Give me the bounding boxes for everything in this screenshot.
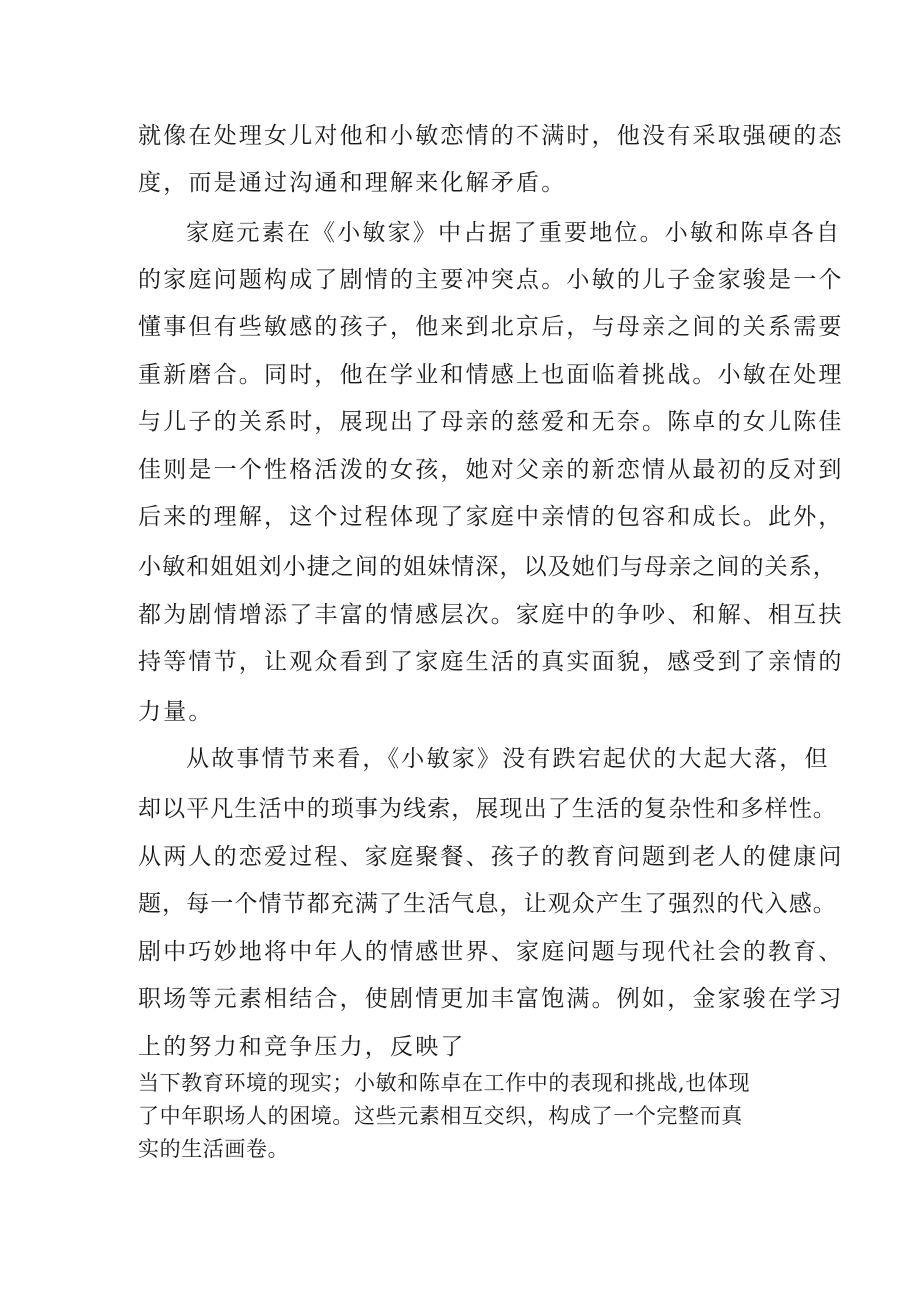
text-line-21: 当下教育环境的现实；小敏和陈卓在工作中的表现和挑战,也体现 [138, 1071, 751, 1095]
text-line-13: 力量。 [138, 699, 214, 725]
text-line-1: 就像在处理女儿对他和小敏恋情的不满时，他没有采取强硬的态 [138, 123, 844, 149]
text-line-8: 佳则是一个性格活泼的女孩，她对父亲的新恋情从最初的反对到 [138, 457, 844, 483]
text-line-7: 与儿子的关系时，展现出了母亲的慈爱和无奈。陈卓的女儿陈佳 [138, 409, 844, 435]
text-line-10: 小敏和姐姐刘小捷之间的姐妹情深，以及她们与母亲之间的关系， [138, 554, 837, 580]
text-line-2: 度，而是通过沟通和理解来化解矛盾。 [138, 170, 567, 196]
text-line-20: 上的努力和竞争压力，反映了 [138, 1034, 466, 1060]
text-line-6: 重新磨合。同时，他在学业和情感上也面临着挑战。小敏在处理 [138, 362, 844, 388]
text-line-4: 的家庭问题构成了剧情的主要冲突点。小敏的儿子金家骏是一个 [138, 267, 844, 293]
text-line-19: 职场等元素相结合，使剧情更加丰富饱满。例如，金家骏在学习 [138, 986, 844, 1012]
text-line-22: 了中年职场人的困境。这些元素相互交织，构成了一个完整而真 [138, 1104, 743, 1128]
text-line-12: 持等情节，让观众看到了家庭生活的真实面貌，感受到了亲情的 [138, 649, 844, 675]
text-line-15: 却以平凡生活中的琐事为线索，展现出了生活的复杂性和多样性。 [138, 796, 837, 822]
text-line-16: 从两人的恋爱过程、家庭聚餐、孩子的教育问题到老人的健康问 [138, 844, 844, 870]
text-line-18: 剧中巧妙地将中年人的情感世界、家庭问题与现代社会的教育、 [138, 939, 844, 965]
paragraph-3-first-line: 从故事情节来看，《小敏家》没有跌宕起伏的大起大落，但 [186, 746, 830, 772]
text-line-5: 懂事但有些敏感的孩子，他来到北京后，与母亲之间的关系需要 [138, 314, 844, 340]
text-line-11: 都为剧情增添了丰富的情感层次。家庭中的争吵、和解、相互扶 [138, 602, 844, 628]
paragraph-2-first-line: 家庭元素在《小敏家》中占据了重要地位。小敏和陈卓各自 [186, 220, 842, 246]
text-line-9: 后来的理解，这个过程体现了家庭中亲情的包容和成长。此外， [138, 504, 844, 530]
text-line-23: 实的生活画卷。 [138, 1137, 290, 1161]
text-line-17: 题，每一个情节都充满了生活气息，让观众产生了强烈的代入感。 [138, 891, 837, 917]
